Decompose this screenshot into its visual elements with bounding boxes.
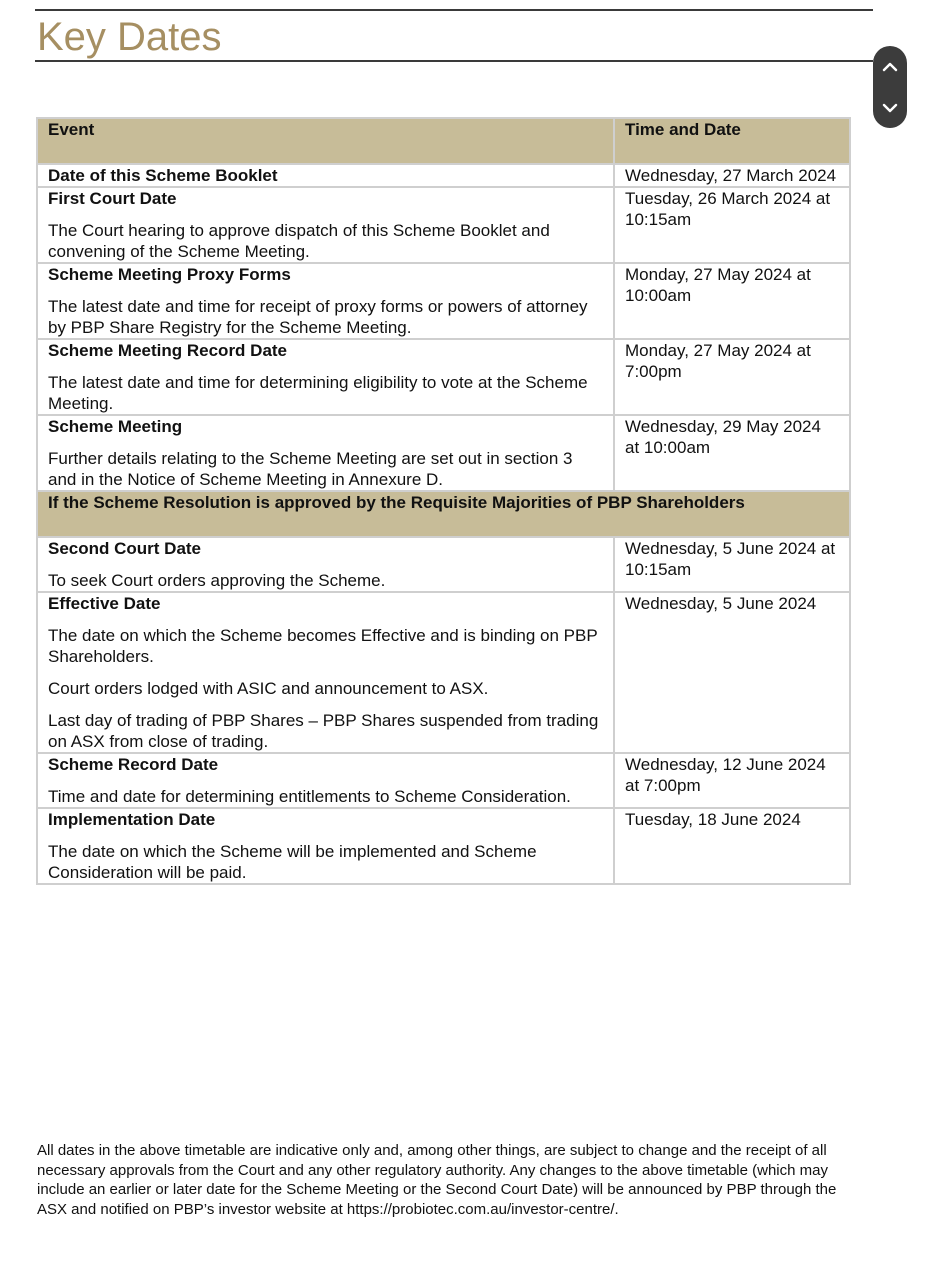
date-cell [614,537,850,592]
event-cell [37,164,614,187]
date-cell [614,164,850,187]
table-row [37,592,850,753]
event-date: Wednesday, 27 March 2024 [625,166,837,185]
event-description: To seek Court orders approving the Scheme. [48,571,386,590]
event-title: Scheme Meeting Record Date [48,341,288,360]
event-cell [37,537,614,592]
event-description: The date on which the Scheme becomes Effective and is binding on PBP Shareholders. [48,626,598,666]
table-row [37,808,850,884]
date-cell [614,808,850,884]
chevron-up-icon [882,62,898,72]
event-description: The date on which the Scheme will be implemented and Scheme Consideration will be paid. [48,842,537,882]
event-date: Wednesday, 12 June 2024 at 7:00pm [625,755,826,795]
event-title: Date of this Scheme Booklet [48,166,278,185]
table-row [37,753,850,808]
table-row [37,187,850,263]
date-cell [614,339,850,415]
event-description: The latest date and time for determining eligibility to vote at the Scheme Meeting. [48,373,588,413]
event-description: Further details relating to the Scheme Meeting are set out in section 3 and in the Notice of Scheme Meeting in Annexure D. [48,449,573,489]
event-title: Scheme Meeting [48,417,183,436]
date-cell [614,415,850,491]
scroll-up-button[interactable] [873,46,907,87]
event-date: Tuesday, 26 March 2024 at 10:15am [625,189,831,229]
column-header-time-date: Time and Date [614,118,850,164]
title-divider [35,60,873,62]
event-cell [37,753,614,808]
event-description: Court orders lodged with ASIC and announcement to ASX. [48,679,489,698]
event-description: The Court hearing to approve dispatch of this Scheme Booklet and convening of the Scheme Meeting. [48,221,550,261]
event-date: Tuesday, 18 June 2024 [625,810,801,829]
section-heading-row [37,491,850,537]
timetable-footnote: All dates in the above timetable are indicative only and, among other things, are subject to change and the receipt of all necessary approvals from the Court and any other regulatory authority. Any changes to the above timetable (which may include an earlier or later date for the Scheme Meeting or the Second Court Date) will be announced by PBP through the ASX and notified on PBP’s investor website at https://probiotec.com.au/investor-centre/. [37,1142,837,1218]
date-cell [614,753,850,808]
event-cell [37,263,614,339]
top-divider [35,9,873,11]
event-title: Second Court Date [48,539,202,558]
scroll-down-button[interactable] [873,87,907,128]
page-title: Key Dates [37,15,222,59]
chevron-down-icon [882,103,898,113]
table-row [37,415,850,491]
event-date: Monday, 27 May 2024 at 10:00am [625,265,811,305]
event-title: Implementation Date [48,810,216,829]
date-cell [614,263,850,339]
event-description: Time and date for determining entitlements to Scheme Consideration. [48,787,571,806]
event-title: Effective Date [48,594,161,613]
table-header-row [37,118,850,164]
event-date: Wednesday, 5 June 2024 [625,594,817,613]
table-row [37,164,850,187]
key-dates-table [36,117,851,885]
table-row [37,339,850,415]
event-cell [37,592,614,753]
table-body [37,164,850,884]
event-date: Wednesday, 5 June 2024 at 10:15am [625,539,836,579]
event-cell [37,808,614,884]
event-cell [37,339,614,415]
event-title: Scheme Record Date [48,755,219,774]
event-title: First Court Date [48,189,177,208]
date-cell [614,592,850,753]
date-cell [614,187,850,263]
page-scroll-control [873,46,907,128]
section-heading: If the Scheme Resolution is approved by the Requisite Majorities of PBP Shareholders [37,491,850,537]
event-date: Monday, 27 May 2024 at 7:00pm [625,341,811,381]
column-header-event: Event [37,118,614,164]
event-date: Wednesday, 29 May 2024 at 10:00am [625,417,821,457]
table-row [37,537,850,592]
event-description: The latest date and time for receipt of proxy forms or powers of attorney by PBP Share Registry for the Scheme Meeting. [48,297,588,337]
table-row [37,263,850,339]
event-title: Scheme Meeting Proxy Forms [48,265,291,284]
event-cell [37,415,614,491]
event-description: Last day of trading of PBP Shares – PBP Shares suspended from trading on ASX from close of trading. [48,711,599,751]
event-cell [37,187,614,263]
